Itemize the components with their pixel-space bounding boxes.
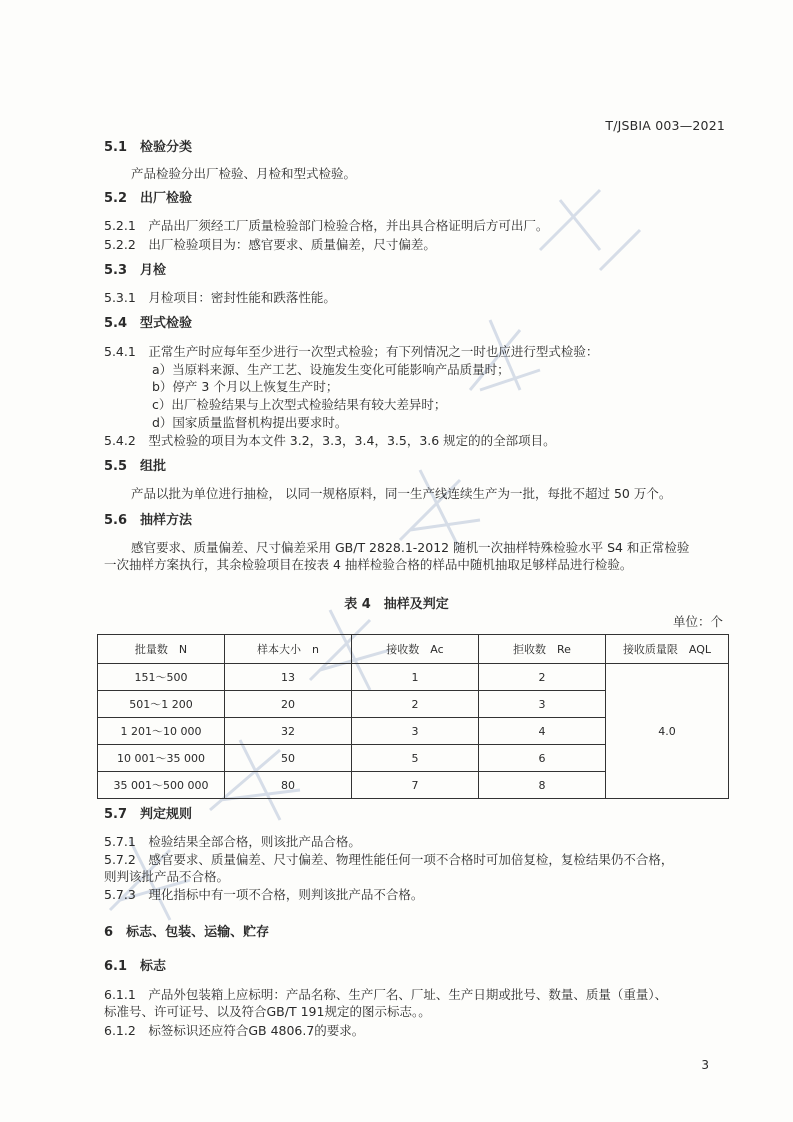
- table-row: [98, 664, 729, 691]
- clause-5-4-1: [104, 344, 598, 360]
- section-title: 抽样方法: [140, 513, 193, 528]
- table-cell: 4: [479, 718, 606, 745]
- section-number: 5.2: [104, 191, 128, 206]
- table-cell: 2: [479, 664, 606, 691]
- table-title: 表 4 抽样及判定: [344, 597, 449, 612]
- table-cell: 20: [225, 691, 352, 718]
- section-5-7-heading: [104, 807, 192, 823]
- clause-6-1-1-continued: 标准号、许可证号、以及符合GB/T 191规定的图示标志。。: [104, 1004, 431, 1019]
- clause-number: 5.7.2: [104, 852, 136, 867]
- chapter-number: 6: [104, 925, 114, 940]
- aql-cell: 4.0: [606, 664, 729, 799]
- page-number: 3: [701, 1058, 709, 1072]
- sampling-table: [97, 634, 729, 799]
- clause-text: 产品出厂须经工厂质量检验部门检验合格，并出具合格证明后方可出厂。: [148, 218, 549, 233]
- section-title: 判定规则: [140, 807, 193, 822]
- table-cell: 151～500: [98, 664, 225, 691]
- section-number: 5.5: [104, 459, 128, 474]
- clause-text: 月检项目：密封性能和跌落性能。: [148, 290, 336, 305]
- column-header: 样本大小 n: [225, 635, 352, 664]
- clause-5-7-2: [104, 852, 673, 868]
- clause-number: 5.4.2: [104, 433, 136, 448]
- clause-5-7-1: [104, 834, 361, 850]
- table-cell: 8: [479, 772, 606, 799]
- table-cell: 1 201～10 000: [98, 718, 225, 745]
- list-item-b: b）停产 3 个月以上恢复生产时；: [152, 379, 339, 394]
- paragraph-5-5: 产品以批为单位进行抽检， 以同一规格原料，同一生产线连续生产为一批，每批不超过 50 万个。: [131, 486, 672, 501]
- section-title: 标志: [140, 959, 167, 974]
- table-cell: 5: [352, 745, 479, 772]
- clause-number: 5.2.1: [104, 218, 136, 233]
- section-5-5-heading: [104, 459, 166, 475]
- table-cell: 32: [225, 718, 352, 745]
- table-cell: 501～1 200: [98, 691, 225, 718]
- paragraph-5-1: 产品检验分出厂检验、月检和型式检验。: [131, 166, 357, 181]
- clause-text: 感官要求、质量偏差、尺寸偏差、物理性能任何一项不合格时可加倍复检，复检结果仍不合格，: [148, 852, 674, 867]
- document-code: T/JSBIA 003—2021: [605, 118, 725, 133]
- section-number: 6.1: [104, 959, 128, 974]
- table-cell: 35 001～500 000: [98, 772, 225, 799]
- chapter-title: 标志、包装、运输、贮存: [126, 925, 270, 940]
- clause-text: 产品外包装箱上应标明：产品名称、生产厂名、厂址、生产日期或批号、数量、质量（重量）、: [148, 987, 668, 1002]
- clause-5-4-2: [104, 433, 556, 449]
- column-header: 接收数 Ac: [352, 635, 479, 664]
- section-title: 检验分类: [140, 140, 193, 155]
- table-cell: 3: [352, 718, 479, 745]
- section-title: 型式检验: [140, 316, 193, 331]
- section-5-6-heading: [104, 513, 192, 529]
- list-item-c: c）出厂检验结果与上次型式检验结果有较大差异时；: [152, 397, 447, 412]
- chapter-6-heading: [104, 925, 269, 941]
- table-cell: 10 001～35 000: [98, 745, 225, 772]
- section-number: 5.6: [104, 513, 128, 528]
- list-item-d: d）国家质量监督机构提出要求时。: [152, 415, 348, 430]
- clause-number: 5.3.1: [104, 290, 136, 305]
- clause-number: 5.7.1: [104, 834, 136, 849]
- clause-5-7-3: [104, 887, 423, 903]
- section-5-3-heading: [104, 263, 166, 279]
- table-cell: 50: [225, 745, 352, 772]
- clause-number: 5.7.3: [104, 887, 136, 902]
- clause-text: 理化指标中有一项不合格，则判该批产品不合格。: [148, 887, 424, 902]
- section-number: 5.4: [104, 316, 128, 331]
- section-title: 组批: [140, 459, 167, 474]
- clause-text: 检验结果全部合格，则该批产品合格。: [148, 834, 361, 849]
- list-item-a: a）当原料来源、生产工艺、设施发生变化可能影响产品质量时；: [152, 362, 510, 377]
- clause-6-1-2: [104, 1023, 364, 1039]
- table-cell: 2: [352, 691, 479, 718]
- paragraph-5-6-line-1: 感官要求、质量偏差、尺寸偏差采用 GB/T 2828.1-2012 随机一次抽样特殊检验水平 S4 和正常检验: [131, 540, 690, 555]
- clause-text: 正常生产时应每年至少进行一次型式检验；有下列情况之一时也应进行型式检验：: [148, 344, 599, 359]
- clause-number: 5.4.1: [104, 344, 136, 359]
- table-cell: 7: [352, 772, 479, 799]
- section-5-2-heading: [104, 191, 192, 207]
- section-6-1-heading: [104, 959, 166, 975]
- clause-text: 出厂检验项目为：感官要求、质量偏差，尺寸偏差。: [148, 237, 436, 252]
- section-title: 出厂检验: [140, 191, 193, 206]
- clause-number: 6.1.2: [104, 1023, 136, 1038]
- table-cell: 1: [352, 664, 479, 691]
- section-number: 5.1: [104, 140, 128, 155]
- section-number: 5.7: [104, 807, 128, 822]
- section-5-1-heading: [104, 140, 192, 156]
- table-cell: 6: [479, 745, 606, 772]
- clause-5-7-2-continued: 则判该批产品不合格。: [104, 869, 230, 884]
- clause-6-1-1: [104, 987, 667, 1003]
- paragraph-5-6-line-2: 一次抽样方案执行，其余检验项目在按表 4 抽样检验合格的样品中随机抽取足够样品进行检验。: [104, 557, 633, 572]
- clause-number: 6.1.1: [104, 987, 136, 1002]
- column-header: 拒收数 Re: [479, 635, 606, 664]
- clause-5-2-2: [104, 237, 436, 253]
- table-cell: 80: [225, 772, 352, 799]
- table-cell: 3: [479, 691, 606, 718]
- clause-5-2-1: [104, 218, 548, 234]
- table-cell: 13: [225, 664, 352, 691]
- table-unit: 单位：个: [672, 614, 723, 629]
- clause-text: 型式检验的项目为本文件 3.2，3.3，3.4，3.5，3.6 规定的的全部项目。: [148, 433, 556, 448]
- clause-5-3-1: [104, 290, 336, 306]
- clause-number: 5.2.2: [104, 237, 136, 252]
- column-header: 接收质量限 AQL: [606, 635, 729, 664]
- section-title: 月检: [140, 263, 167, 278]
- table-header-row: [98, 635, 729, 664]
- section-5-4-heading: [104, 316, 192, 332]
- section-number: 5.3: [104, 263, 128, 278]
- clause-text: 标签标识还应符合GB 4806.7的要求。: [148, 1023, 365, 1038]
- column-header: 批量数 N: [98, 635, 225, 664]
